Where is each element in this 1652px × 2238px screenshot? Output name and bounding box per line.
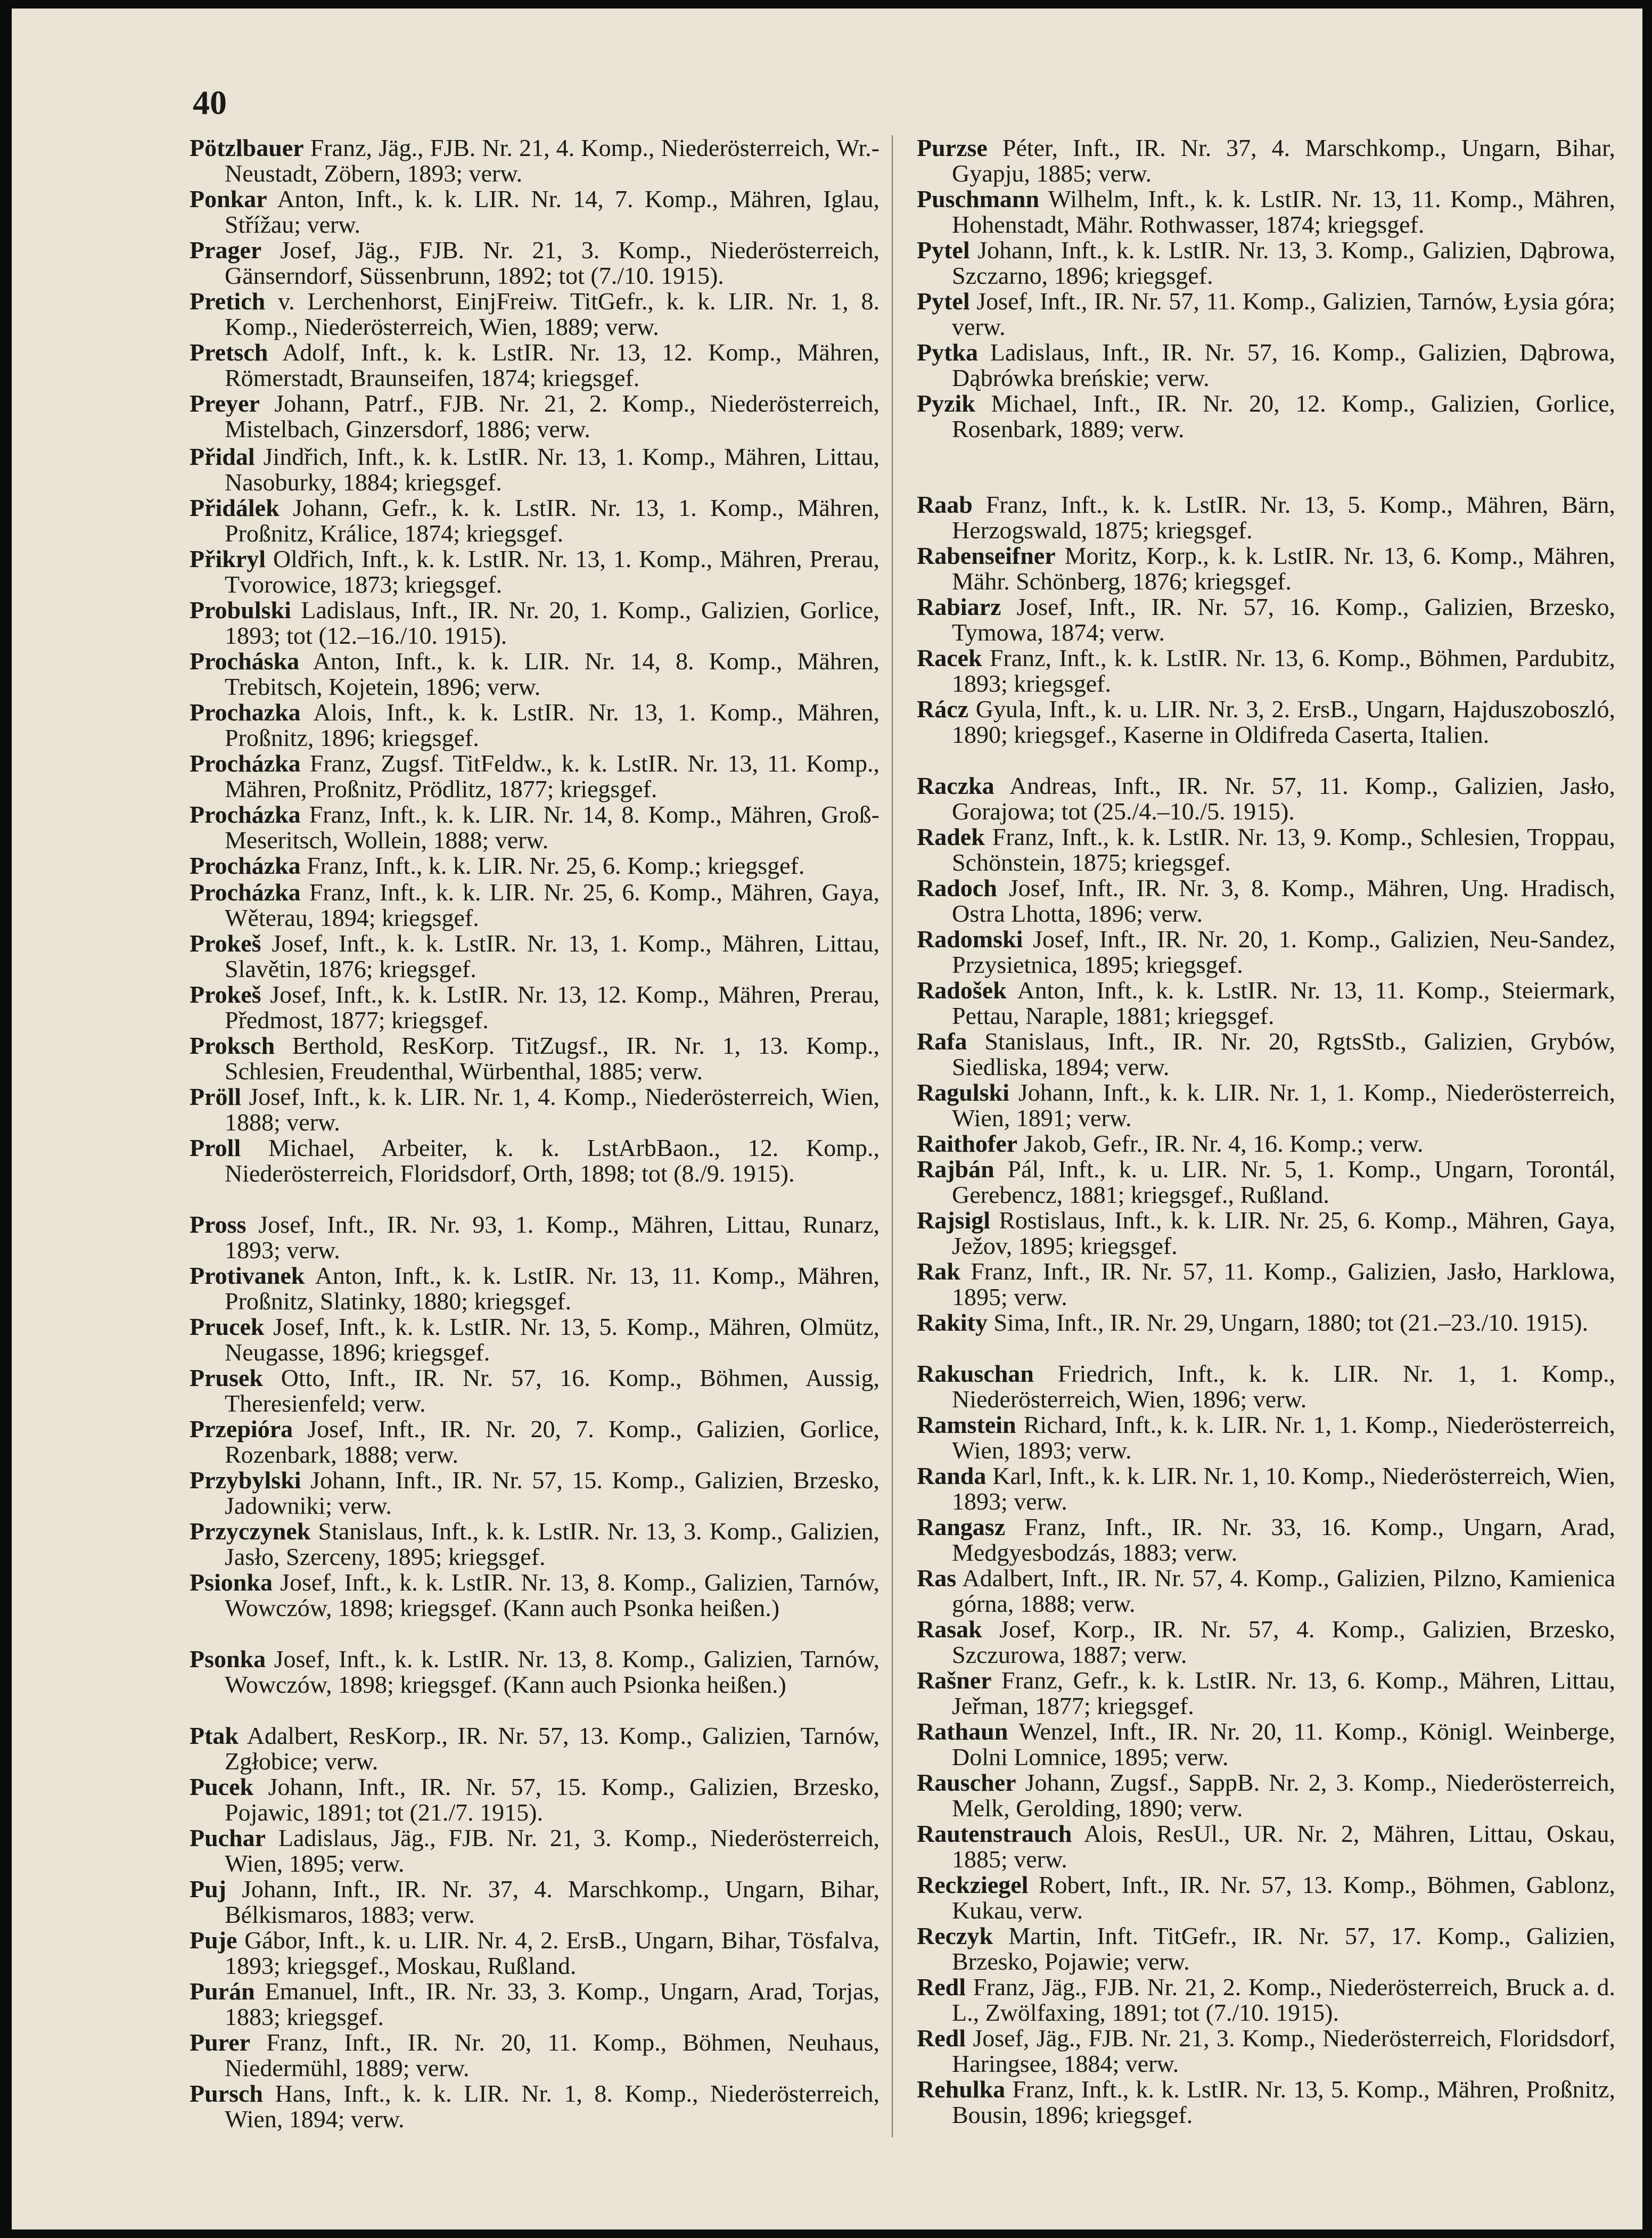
entry bbox=[190, 931, 880, 982]
entry-details: Josef, Inft., k. k. LIR. Nr. 1, 4. Komp., Niederösterreich, Wien, 1888; verw. bbox=[225, 1083, 880, 1136]
entry bbox=[917, 289, 1615, 340]
entry-surname: Puchar bbox=[190, 1824, 266, 1851]
entry-details: Anton, Inft., k. k. LstIR. Nr. 13, 11. Komp., Mähren, Proßnitz, Slatinky, 1880; kriegsgef. bbox=[225, 1262, 880, 1315]
entry-surname: Procházka bbox=[190, 879, 301, 906]
entry-surname: Przyczynek bbox=[190, 1518, 311, 1545]
entry-details: Rostislaus, Inft., k. k. LIR. Nr. 25, 6. Komp., Mähren, Gaya, Ježov, 1895; kriegsgef. bbox=[952, 1207, 1615, 1259]
entry-surname: Přikryl bbox=[190, 545, 266, 572]
entry bbox=[190, 1084, 880, 1135]
entry-surname: Przybylski bbox=[190, 1466, 301, 1494]
entry-surname: Puschmann bbox=[917, 185, 1040, 212]
entry-details: Franz, Inft., k. k. LIR. Nr. 14, 8. Komp., Mähren, Groß-Meseritsch, Wollein, 1888; verw. bbox=[225, 801, 880, 854]
entry-surname: Pötzlbauer bbox=[190, 134, 304, 161]
entry-surname: Rathaun bbox=[917, 1718, 1008, 1745]
entry-details: Berthold, ResKorp. TitZugsf., IR. Nr. 1, 13. Komp., Schlesien, Freudenthal, Würbenthal, 1885; verw. bbox=[225, 1032, 880, 1085]
entry-surname: Pytel bbox=[917, 236, 970, 264]
entry-surname: Pytka bbox=[917, 339, 978, 366]
entry-details: Josef, Inft., IR. Nr. 20, 7. Komp., Galizien, Gorlice, Rozenbark, 1888; verw. bbox=[225, 1415, 880, 1468]
entry bbox=[917, 1514, 1615, 1565]
entry-details: Franz, Jäg., FJB. Nr. 21, 4. Komp., Niederösterreich, Wr.-Neustadt, Zöbern, 1893; verw. bbox=[225, 134, 880, 187]
entry-details: v. Lerchenhorst, EinjFreiw. TitGefr., k. k. LIR. Nr. 1, 8. Komp., Niederösterreich, Wien, 1889; verw. bbox=[225, 288, 880, 340]
entry-surname: Puje bbox=[190, 1927, 237, 1954]
entry-surname: Rafa bbox=[917, 1028, 967, 1055]
entry-details: Jindřich, Inft., k. k. LstIR. Nr. 13, 1. Komp., Mähren, Littau, Nasoburky, 1884; kriegsgef. bbox=[225, 443, 880, 496]
entry bbox=[190, 391, 880, 442]
entry-surname: Prager bbox=[190, 236, 262, 264]
entry bbox=[917, 391, 1615, 442]
entry-surname: Ponkar bbox=[190, 185, 267, 212]
entry-details: Anton, Inft., k. k. LIR. Nr. 14, 8. Komp., Mähren, Trebitsch, Kojetein, 1896; verw. bbox=[225, 647, 880, 700]
entry-surname: Redl bbox=[917, 2024, 966, 2052]
entry-surname: Ragulski bbox=[917, 1079, 1009, 1106]
entry bbox=[190, 340, 880, 391]
entry bbox=[190, 1646, 880, 1698]
entry bbox=[917, 2077, 1615, 2128]
entry bbox=[917, 824, 1615, 875]
entry bbox=[917, 237, 1615, 289]
entry-details: Alois, Inft., k. k. LstIR. Nr. 13, 1. Komp., Mähren, Proßnitz, 1896; kriegsgef. bbox=[225, 699, 880, 751]
entry bbox=[917, 1208, 1615, 1259]
entry bbox=[190, 1979, 880, 2030]
entry-surname: Racek bbox=[917, 644, 982, 671]
entry bbox=[190, 1033, 880, 1084]
entry-surname: Proll bbox=[190, 1134, 241, 1161]
entry-surname: Preyer bbox=[190, 390, 260, 417]
entry-surname: Rak bbox=[917, 1258, 960, 1285]
entry-details: Jakob, Gefr., IR. Nr. 4, 16. Komp.; verw. bbox=[1023, 1130, 1424, 1157]
entry-surname: Ptak bbox=[190, 1722, 239, 1749]
entry-details: Péter, Inft., IR. Nr. 37, 4. Marschkomp., Ungarn, Bihar, Gyapju, 1885; verw. bbox=[952, 134, 1616, 187]
entry-details: Gyula, Inft., k. u. LIR. Nr. 3, 2. ErsB., Ungarn, Hajduszoboszló, 1890; kriegsgef., Kaserne in Oldifreda Caserta, Italien. bbox=[952, 695, 1615, 748]
entry-surname: Pross bbox=[190, 1211, 246, 1238]
entry bbox=[917, 594, 1615, 645]
entry-details: Josef, Inft., k. k. LstIR. Nr. 13, 8. Komp., Galizien, Tarnów, Wowczów, 1898; kriegsgef. (Kann auch Psonka heißen.) bbox=[225, 1569, 880, 1621]
entry bbox=[917, 645, 1615, 696]
entry-details: Adalbert, ResKorp., IR. Nr. 57, 13. Komp., Galizien, Tarnów, Zgłobice; verw. bbox=[225, 1722, 880, 1775]
entry bbox=[917, 2026, 1615, 2077]
column-divider bbox=[892, 135, 893, 2137]
entry-details: Adolf, Inft., k. k. LstIR. Nr. 13, 12. Komp., Mähren, Römerstadt, Braunseifen, 1874; kriegsgef. bbox=[225, 339, 880, 391]
entry-details: Anton, Inft., k. k. LIR. Nr. 14, 7. Komp., Mähren, Iglau, Střížau; verw. bbox=[225, 185, 880, 238]
entry-details: Gábor, Inft., k. u. LIR. Nr. 4, 2. ErsB., Ungarn, Bihar, Tösfalva, 1893; kriegsgef., Moskau, Rußland. bbox=[225, 1927, 880, 1979]
entry-surname: Probulski bbox=[190, 596, 291, 624]
entry-surname: Pretsch bbox=[190, 339, 268, 366]
entry bbox=[190, 1314, 880, 1365]
entry-surname: Pytel bbox=[917, 288, 970, 315]
entry-details: Josef, Inft., IR. Nr. 93, 1. Komp., Mähren, Littau, Runarz, 1893; verw. bbox=[225, 1211, 880, 1264]
entry-surname: Přidálek bbox=[190, 494, 280, 521]
entry bbox=[917, 1872, 1615, 1923]
entry-surname: Raczka bbox=[917, 772, 995, 799]
entry-details: Wenzel, Inft., IR. Nr. 20, 11. Komp., Königl. Weinberge, Dolni Lomnice, 1895; verw. bbox=[952, 1718, 1615, 1770]
entry bbox=[190, 1416, 880, 1468]
entry-details: Stanislaus, Inft., IR. Nr. 20, RgtsStb., Galizien, Grybów, Siedliska, 1894; verw. bbox=[952, 1028, 1616, 1080]
entry bbox=[190, 1135, 880, 1186]
entry bbox=[190, 1519, 880, 1570]
entry-surname: Rangasz bbox=[917, 1513, 1006, 1540]
entry-surname: Rautenstrauch bbox=[917, 1820, 1072, 1847]
entry-surname: Ras bbox=[917, 1564, 957, 1592]
entry-details: Josef, Inft., k. k. LstIR. Nr. 13, 5. Komp., Mähren, Olmütz, Neugasse, 1896; kriegsgef. bbox=[225, 1313, 880, 1366]
entry-surname: Rašner bbox=[917, 1667, 992, 1694]
entry-details: Emanuel, Inft., IR. Nr. 33, 3. Komp., Ungarn, Arad, Torjas, 1883; kriegsgef. bbox=[225, 1978, 880, 2030]
entry-details: Richard, Inft., k. k. LIR. Nr. 1, 1. Komp., Niederösterreich, Wien, 1893; verw. bbox=[952, 1411, 1615, 1464]
entry bbox=[190, 802, 880, 853]
entry-surname: Rakity bbox=[917, 1309, 988, 1336]
entry-details: Oldřich, Inft., k. k. LstIR. Nr. 13, 1. Komp., Mähren, Prerau, Tvorowice, 1873; kriegsgef. bbox=[225, 545, 880, 598]
entry-details: Ladislaus, Inft., IR. Nr. 57, 16. Komp., Galizien, Dąbrowa, Dąbrówka breńskie; verw. bbox=[952, 339, 1616, 391]
entry bbox=[190, 1723, 880, 1774]
entry bbox=[917, 875, 1615, 927]
entry-details: Alois, ResUl., UR. Nr. 2, Mähren, Littau, Oskau, 1885; verw. bbox=[952, 1820, 1615, 1873]
entry-details: Franz, Inft., k. k. LstIR. Nr. 13, 6. Komp., Böhmen, Pardubitz, 1893; kriegsgef. bbox=[952, 644, 1616, 697]
entry bbox=[190, 2030, 880, 2081]
entry-surname: Radek bbox=[917, 823, 985, 850]
entry bbox=[190, 1928, 880, 1979]
entry bbox=[190, 186, 880, 237]
entry-surname: Raab bbox=[917, 491, 973, 518]
entry-surname: Prochazka bbox=[190, 699, 301, 726]
entry bbox=[190, 2081, 880, 2132]
entry-details: Johann, Gefr., k. k. LstIR. Nr. 13, 1. Komp., Mähren, Proßnitz, Králice, 1874; kriegsgef. bbox=[225, 494, 880, 547]
entry-surname: Reczyk bbox=[917, 1922, 993, 1949]
entry bbox=[190, 853, 880, 879]
entry-details: Franz, Inft., k. k. LIR. Nr. 25, 6. Komp.; kriegsgef. bbox=[307, 852, 805, 879]
entry-surname: Pretich bbox=[190, 288, 266, 315]
entry-details: Franz, Inft., k. k. LstIR. Nr. 13, 5. Komp., Mähren, Bärn, Herzogswald, 1875; kriegsgef. bbox=[952, 491, 1615, 544]
entry bbox=[917, 492, 1615, 543]
entry-details: Josef, Inft., k. k. LstIR. Nr. 13, 8. Komp., Galizien, Tarnów, Wowczów, 1898; kriegsgef. (Kann auch Psionka heißen.) bbox=[225, 1645, 880, 1698]
entry-details: Wilhelm, Inft., k. k. LstIR. Nr. 13, 11. Komp., Mähren, Hohenstadt, Mähr. Rothwasser, 1874; kriegsgef. bbox=[952, 185, 1615, 238]
entry-details: Johann, Patrf., FJB. Nr. 21, 2. Komp., Niederösterreich, Mistelbach, Ginzersdorf, 1886; verw. bbox=[225, 390, 880, 442]
entry bbox=[917, 1668, 1615, 1719]
entry bbox=[917, 1361, 1615, 1412]
entry-details: Josef, Inft., IR. Nr. 3, 8. Komp., Mähren, Ung. Hradisch, Ostra Lhotta, 1896; verw. bbox=[952, 874, 1615, 927]
entry-surname: Procházka bbox=[190, 852, 301, 879]
entry-details: Franz, Inft., IR. Nr. 33, 16. Komp., Ungarn, Arad, Medgyesbodzás, 1883; verw. bbox=[952, 1513, 1615, 1566]
entry-details: Franz, Inft., k. k. LIR. Nr. 25, 6. Komp., Mähren, Gaya, Wěterau, 1894; kriegsgef. bbox=[225, 879, 880, 931]
entry-surname: Radošek bbox=[917, 977, 1007, 1004]
entry-details: Michael, Inft., IR. Nr. 20, 12. Komp., Galizien, Gorlice, Rosenbark, 1889; verw. bbox=[952, 390, 1616, 442]
entry-surname: Redl bbox=[917, 1973, 966, 2001]
entry-surname: Pursch bbox=[190, 2080, 263, 2107]
entry-surname: Przepióra bbox=[190, 1415, 293, 1442]
entry-surname: Ramstein bbox=[917, 1411, 1016, 1438]
entry-details: Franz, Gefr., k. k. LstIR. Nr. 13, 6. Komp., Mähren, Littau, Jeřman, 1877; kriegsgef. bbox=[952, 1667, 1615, 1719]
entry-surname: Puj bbox=[190, 1875, 226, 1903]
entry bbox=[917, 1310, 1615, 1335]
entry bbox=[917, 1259, 1615, 1310]
entry-details: Hans, Inft., k. k. LIR. Nr. 1, 8. Komp., Niederösterreich, Wien, 1894; verw. bbox=[225, 2080, 880, 2133]
entry-surname: Purzse bbox=[917, 134, 988, 161]
entry-details: Andreas, Inft., IR. Nr. 57, 11. Komp., Galizien, Jasło, Gorajowa; tot (25./4.–10./5. 1915). bbox=[952, 772, 1615, 825]
entry bbox=[190, 1263, 880, 1314]
entry-surname: Pröll bbox=[190, 1083, 242, 1110]
entry bbox=[917, 1770, 1615, 1821]
entry-surname: Rehulka bbox=[917, 2076, 1006, 2103]
entry-surname: Proksch bbox=[190, 1032, 275, 1059]
entry-details: Johann, Inft., IR. Nr. 37, 4. Marschkomp., Ungarn, Bihar, Bélkismaros, 1883; verw. bbox=[225, 1875, 880, 1928]
entry bbox=[917, 1157, 1615, 1208]
entry-surname: Prokeš bbox=[190, 930, 261, 957]
entry-details: Josef, Jäg., FJB. Nr. 21, 3. Komp., Niederösterreich, Gänserndorf, Süssenbrunn, 1892; tot (7./10. 1915). bbox=[225, 236, 880, 289]
entry-details: Johann, Inft., IR. Nr. 57, 15. Komp., Galizien, Brzesko, Jadowniki; verw. bbox=[225, 1466, 880, 1519]
entry-details: Ladislaus, Inft., IR. Nr. 20, 1. Komp., Galizien, Gorlice, 1893; tot (12.–16./10. 1915). bbox=[225, 596, 880, 649]
entry-details: Johann, Inft., k. k. LstIR. Nr. 13, 3. Komp., Galizien, Dąbrowa, Szczarno, 1896; kriegsgef. bbox=[952, 236, 1616, 289]
entry bbox=[917, 135, 1615, 186]
entry bbox=[917, 1923, 1615, 1974]
entry-surname: Purán bbox=[190, 1978, 255, 2005]
entry-surname: Prucek bbox=[190, 1313, 265, 1340]
entry bbox=[917, 1412, 1615, 1463]
entry-surname: Rajsigl bbox=[917, 1207, 990, 1234]
entry-surname: Radomski bbox=[917, 925, 1023, 953]
entry bbox=[190, 597, 880, 649]
entry-details: Josef, Inft., IR. Nr. 20, 1. Komp., Galizien, Neu-Sandez, Przysietnica, 1895; kriegsgef. bbox=[952, 925, 1616, 978]
entry-surname: Raithofer bbox=[917, 1130, 1018, 1157]
entry-details: Friedrich, Inft., k. k. LIR. Nr. 1, 1. Komp., Niederösterreich, Wien, 1896; verw. bbox=[952, 1360, 1616, 1413]
entry bbox=[917, 1617, 1615, 1668]
entry-details: Franz, Zugsf. TitFeldw., k. k. LstIR. Nr. 13, 11. Komp., Mähren, Proßnitz, Prödlitz, 1877; kriegsgef. bbox=[225, 750, 880, 802]
entry bbox=[190, 1468, 880, 1519]
entry bbox=[917, 1719, 1615, 1770]
entry bbox=[190, 135, 880, 186]
entry-details: Martin, Inft. TitGefr., IR. Nr. 57, 17. Komp., Galizien, Brzesko, Pojawie; verw. bbox=[952, 1922, 1616, 1975]
entry bbox=[917, 1565, 1615, 1617]
entry bbox=[190, 1212, 880, 1263]
entry bbox=[190, 289, 880, 340]
entry bbox=[190, 495, 880, 546]
entry bbox=[917, 1974, 1615, 2026]
entry-details: Moritz, Korp., k. k. LstIR. Nr. 13, 6. Komp., Mähren, Mähr. Schönberg, 1876; kriegsgef. bbox=[952, 542, 1615, 595]
entry-surname: Rabenseifner bbox=[917, 542, 1056, 569]
entry-details: Josef, Inft., k. k. LstIR. Nr. 13, 1. Komp., Mähren, Littau, Slavětin, 1876; kriegsgef. bbox=[225, 930, 880, 982]
entry bbox=[190, 1876, 880, 1928]
entry bbox=[190, 880, 880, 931]
entry-surname: Prokeš bbox=[190, 981, 261, 1008]
entry-surname: Rácz bbox=[917, 695, 969, 723]
entry-details: Josef, Korp., IR. Nr. 57, 4. Komp., Galizien, Brzesko, Szczurowa, 1887; verw. bbox=[952, 1616, 1616, 1668]
entry bbox=[190, 982, 880, 1033]
entry-surname: Rauscher bbox=[917, 1769, 1016, 1796]
entry bbox=[190, 546, 880, 597]
entry-details: Franz, Inft., IR. Nr. 57, 11. Komp., Galizien, Jasło, Harklowa, 1895; verw. bbox=[952, 1258, 1616, 1310]
entry bbox=[917, 543, 1615, 594]
entry bbox=[917, 1029, 1615, 1080]
entry-details: Josef, Inft., IR. Nr. 57, 16. Komp., Galizien, Brzesko, Tymowa, 1874; verw. bbox=[952, 593, 1615, 646]
entry-surname: Pucek bbox=[190, 1773, 254, 1800]
entry bbox=[917, 773, 1615, 824]
entry bbox=[190, 1825, 880, 1876]
entry-details: Johann, Inft., IR. Nr. 57, 15. Komp., Galizien, Brzesko, Pojawic, 1891; tot (21./7. 1915). bbox=[225, 1773, 880, 1826]
entry bbox=[917, 1821, 1615, 1872]
entry-details: Karl, Inft., k. k. LIR. Nr. 1, 10. Komp., Niederösterreich, Wien, 1893; verw. bbox=[952, 1462, 1615, 1515]
entry-surname: Procházka bbox=[190, 801, 301, 828]
entry-details: Stanislaus, Inft., k. k. LstIR. Nr. 13, 3. Komp., Galizien, Jasło, Szerceny, 1895; kriegsgef. bbox=[225, 1518, 880, 1570]
entry bbox=[917, 696, 1615, 748]
entry bbox=[190, 1570, 880, 1621]
entry-details: Johann, Zugsf., SappB. Nr. 2, 3. Komp., Niederösterreich, Melk, Gerolding, 1890; verw. bbox=[952, 1769, 1615, 1822]
entry bbox=[917, 927, 1615, 978]
entry-surname: Psonka bbox=[190, 1645, 266, 1673]
entry-details: Josef, Inft., k. k. LstIR. Nr. 13, 12. Komp., Mähren, Prerau, Předmost, 1877; kriegsgef. bbox=[225, 981, 880, 1034]
entry bbox=[917, 340, 1615, 391]
entry bbox=[190, 237, 880, 289]
entry-surname: Rabiarz bbox=[917, 593, 1001, 620]
entry bbox=[190, 444, 880, 495]
entry bbox=[190, 751, 880, 802]
entry-surname: Procháska bbox=[190, 647, 300, 675]
entry-surname: Rajbán bbox=[917, 1155, 995, 1183]
entry-details: Johann, Inft., k. k. LIR. Nr. 1, 1. Komp., Niederösterreich, Wien, 1891; verw. bbox=[952, 1079, 1615, 1132]
entry-details: Franz, Inft., k. k. LstIR. Nr. 13, 9. Komp., Schlesien, Troppau, Schönstein, 1875; kriegsgef. bbox=[952, 823, 1615, 876]
entry-details: Robert, Inft., IR. Nr. 57, 13. Komp., Böhmen, Gablonz, Kukau, verw. bbox=[952, 1871, 1616, 1924]
entry-surname: Radoch bbox=[917, 874, 997, 901]
entry-details: Michael, Arbeiter, k. k. LstArbBaon., 12. Komp., Niederösterreich, Floridsdorf, Orth, 1898; tot (8./9. 1915). bbox=[225, 1134, 880, 1187]
entry-surname: Pyzik bbox=[917, 390, 975, 417]
entry-details: Otto, Inft., IR. Nr. 57, 16. Komp., Böhmen, Aussig, Theresienfeld; verw. bbox=[225, 1364, 880, 1417]
entry bbox=[190, 1774, 880, 1825]
entry-surname: Rasak bbox=[917, 1616, 982, 1643]
entry-surname: Randa bbox=[917, 1462, 987, 1489]
entry bbox=[917, 1131, 1615, 1157]
entry-surname: Purer bbox=[190, 2029, 251, 2056]
entry-details: Franz, Jäg., FJB. Nr. 21, 2. Komp., Niederösterreich, Bruck a. d. L., Zwölfaxing, 1891; tot (7./10. 1915). bbox=[952, 1973, 1616, 2026]
entry-details: Josef, Inft., IR. Nr. 57, 11. Komp., Galizien, Tarnów, Łysia góra; verw. bbox=[952, 288, 1616, 340]
book-page bbox=[12, 9, 1642, 2229]
entry-surname: Přidal bbox=[190, 443, 255, 470]
entry-surname: Prusek bbox=[190, 1364, 263, 1391]
entry-surname: Rakuschan bbox=[917, 1360, 1034, 1387]
entry-surname: Protivanek bbox=[190, 1262, 305, 1289]
entry-details: Pál, Inft., k. u. LIR. Nr. 5, 1. Komp., Ungarn, Torontál, Gerebencz, 1881; kriegsgef., Rußland. bbox=[952, 1155, 1616, 1208]
entry-details: Adalbert, Inft., IR. Nr. 57, 4. Komp., Galizien, Pilzno, Kamienica górna, 1888; verw. bbox=[952, 1564, 1615, 1617]
entry bbox=[917, 1080, 1615, 1131]
entry-surname: Procházka bbox=[190, 750, 301, 777]
entry-details: Ladislaus, Jäg., FJB. Nr. 21, 3. Komp., Niederösterreich, Wien, 1895; verw. bbox=[225, 1824, 880, 1877]
entry bbox=[190, 1365, 880, 1416]
entry bbox=[190, 649, 880, 700]
page-number: 40 bbox=[193, 84, 227, 121]
entry bbox=[917, 978, 1615, 1029]
entry bbox=[190, 700, 880, 751]
entry-details: Franz, Inft., IR. Nr. 20, 11. Komp., Böhmen, Neuhaus, Niedermühl, 1889; verw. bbox=[225, 2029, 880, 2081]
entry-details: Anton, Inft., k. k. LstIR. Nr. 13, 11. Komp., Steiermark, Pettau, Naraple, 1881; kriegsgef. bbox=[952, 977, 1615, 1029]
entry bbox=[917, 1463, 1615, 1514]
entry-details: Franz, Inft., k. k. LstIR. Nr. 13, 5. Komp., Mähren, Proßnitz, Bousin, 1896; kriegsgef. bbox=[952, 2076, 1616, 2128]
entry bbox=[917, 186, 1615, 237]
entry-surname: Psionka bbox=[190, 1569, 273, 1596]
entry-surname: Reckziegel bbox=[917, 1871, 1029, 1898]
entry-details: Sima, Inft., IR. Nr. 29, Ungarn, 1880; tot (21.–23./10. 1915). bbox=[993, 1309, 1589, 1336]
entry-details: Josef, Jäg., FJB. Nr. 21, 3. Komp., Niederösterreich, Floridsdorf, Haringsee, 1884; verw. bbox=[952, 2024, 1616, 2077]
